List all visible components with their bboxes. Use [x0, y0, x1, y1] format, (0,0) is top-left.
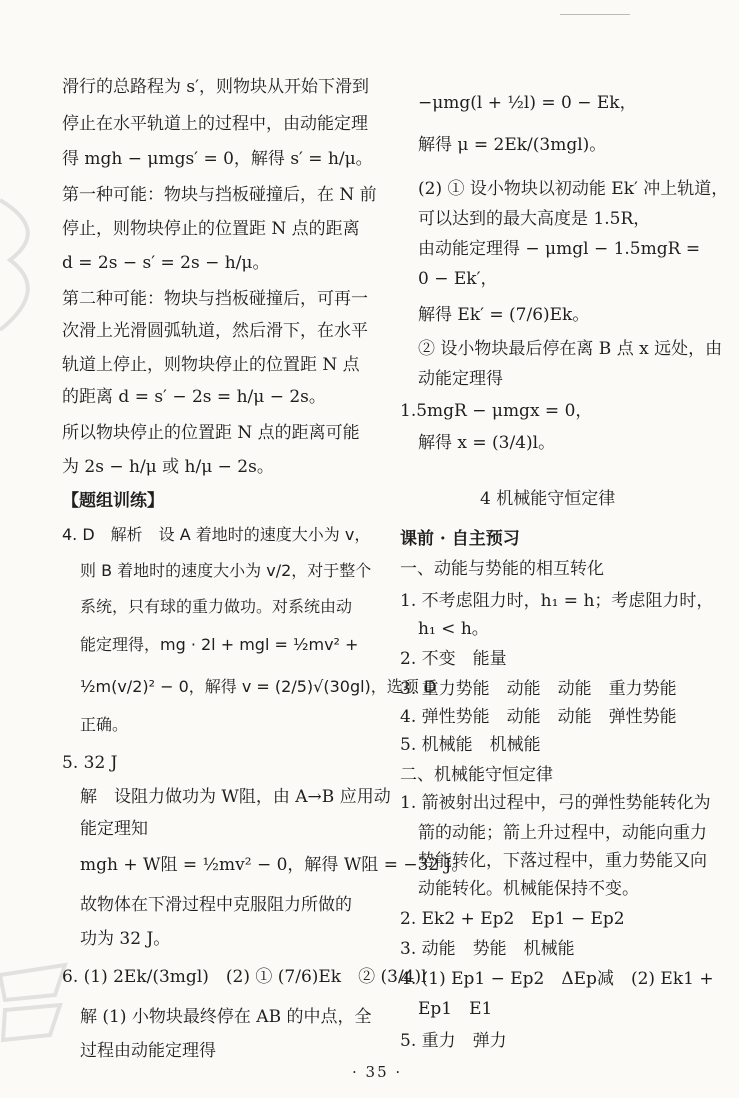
- text-line: 由动能定理得 − μmgl − 1.5mgR =: [418, 239, 701, 259]
- text-line: 4. 弹性势能 动能 动能 弹性势能: [400, 707, 677, 727]
- text-line: 2. Ek2 + Ep2 Ep1 − Ep2: [400, 909, 625, 929]
- text-line: 故物体在下滑过程中克服阻力所做的: [80, 895, 352, 915]
- watermark-stamp-icon: [0, 190, 60, 340]
- text-line: 得 mgh − μmgs′ = 0，解得 s′ = h/μ。: [62, 149, 373, 169]
- text-line: 能定理得，mg · 2l + mgl = ½mv² +: [80, 635, 359, 654]
- text-line: 解得 μ = 2Ek/(3mgl)。: [418, 135, 607, 155]
- text-line: 4. D 解析 设 A 着地时的速度大小为 v，: [62, 525, 371, 544]
- text-line: 5. 32 J: [62, 753, 118, 773]
- text-line: 5. 重力 弹力: [400, 1031, 507, 1051]
- text-line: 过程由动能定理得: [80, 1041, 216, 1061]
- text-line: 能定理知: [80, 819, 148, 839]
- page-number: · 35 ·: [352, 1063, 403, 1081]
- header-rule: [560, 14, 630, 15]
- text-line: mgh + W阻 = ½mv² − 0，解得 W阻 = −32 J。: [80, 855, 469, 875]
- text-line: 可以达到的最大高度是 1.5R，: [418, 209, 651, 229]
- text-line: 轨道上停止，则物块停止的位置距 N 点: [62, 355, 360, 375]
- text-line: 1.5mgR − μmgx = 0，: [400, 401, 593, 421]
- text-line: 的距离 d = s′ − 2s = h/μ − 2s。: [62, 387, 326, 407]
- text-line: 2. 不变 能量: [400, 649, 507, 669]
- text-line: 势能转化，下落过程中，重力势能又向: [418, 851, 707, 871]
- text-line: ½m(v/2)² − 0，解得 v = (2/5)√(30gl)，选项 D: [80, 677, 437, 696]
- text-line: ② 设小物块最后停在离 B 点 x 远处，由: [418, 339, 723, 359]
- section-heading: 课前 · 自主预习: [400, 529, 520, 549]
- text-line: 解 (1) 小物块最终停在 AB 的中点，全: [80, 1007, 372, 1027]
- text-line: 次滑上光滑圆弧轨道，然后滑下，在水平: [62, 321, 368, 341]
- text-line: 则 B 着地时的速度大小为 v/2，对于整个: [80, 561, 372, 580]
- text-line: Ep1 E1: [418, 999, 493, 1019]
- text-line: 为 2s − h/μ 或 h/μ − 2s。: [62, 457, 274, 477]
- text-line: 停止在水平轨道上的过程中，由动能定理: [62, 114, 368, 134]
- text-line: 6. (1) 2Ek/(3mgl) (2) ① (7/6)Ek ② (3/4)l: [62, 967, 427, 987]
- text-line: 动能定理得: [418, 369, 503, 389]
- text-line: 停止，则物块停止的位置距 N 点的距离: [62, 219, 360, 239]
- text-line: 系统，只有球的重力做功。对系统由动: [80, 597, 353, 616]
- chapter-title: 4 机械能守恒定律: [480, 489, 616, 509]
- text-line: 解得 x = (3/4)l。: [418, 433, 556, 453]
- text-line: −μmg(l + ½l) = 0 − Ek，: [418, 93, 637, 113]
- text-line: 二、机械能守恒定律: [400, 765, 553, 785]
- text-line: 3. 动能 势能 机械能: [400, 939, 575, 959]
- text-line: 一、动能与势能的相互转化: [400, 559, 604, 579]
- text-line: 所以物块停止的位置距 N 点的距离可能: [62, 423, 360, 443]
- text-line: 第一种可能：物块与挡板碰撞后，在 N 前: [62, 185, 377, 205]
- text-line: 1. 箭被射出过程中，弓的弹性势能转化为: [400, 793, 711, 813]
- text-line: 0 − Ek′，: [418, 269, 498, 289]
- text-line: 动能转化。机械能保持不变。: [418, 879, 639, 899]
- text-line: (2) ① 设小物块以初动能 Ek′ 冲上轨道，: [418, 179, 729, 199]
- text-line: 解 设阻力做功为 W阻，由 A→B 应用动: [80, 787, 391, 807]
- text-line: 箭的动能；箭上升过程中，动能向重力: [418, 823, 707, 843]
- text-line: 功为 32 J。: [80, 929, 171, 949]
- text-line: 3. 重力势能 动能 动能 重力势能: [400, 679, 677, 699]
- text-line: 正确。: [80, 715, 129, 734]
- text-line: 滑行的总路程为 s′，则物块从开始下滑到: [62, 77, 369, 97]
- text-line: 解得 Ek′ = (7/6)Ek。: [418, 305, 590, 325]
- text-line: 第二种可能：物块与挡板碰撞后，可再一: [62, 289, 368, 309]
- text-line: d = 2s − s′ = 2s − h/μ。: [62, 253, 270, 273]
- section-heading: 【题组训练】: [62, 491, 164, 511]
- text-line: 5. 机械能 机械能: [400, 735, 541, 755]
- text-line: h₁ < h。: [418, 619, 489, 639]
- text-line: 1. 不考虑阻力时，h₁ = h；考虑阻力时，: [400, 591, 714, 611]
- text-line: 4. (1) Ep1 − Ep2 ΔEp减 (2) Ek1 +: [400, 969, 714, 989]
